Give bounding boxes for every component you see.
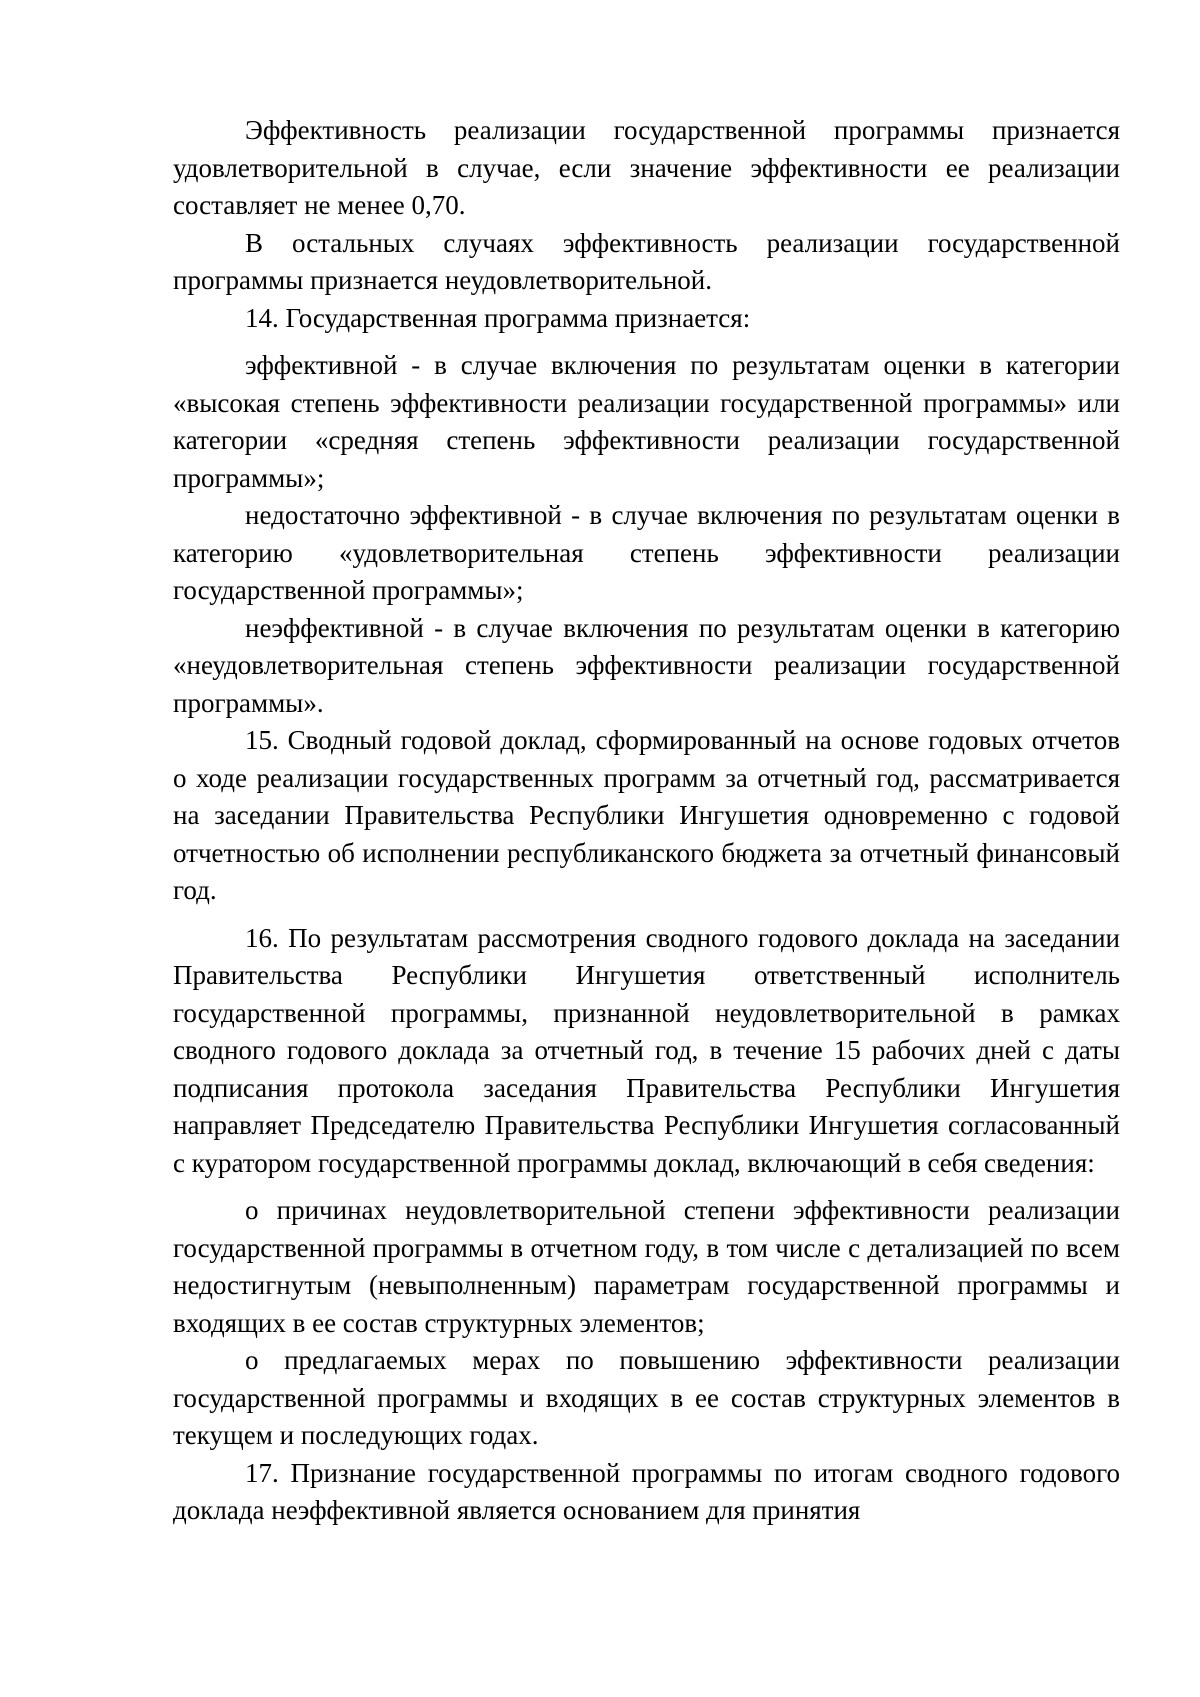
paragraph-item-16: 16. По результатам рассмотрения сводного годового доклада на заседании Правительства Республики Ингушетия ответственный исполнитель государственной программы, признанной неудовлетворительной в рамках сводного годового доклада за отчетный год, в течение 15 рабочих дней с даты подписания протокола заседания Правительства Республики Ингушетия направляет Председателю Правительства Республики Ингушетия согласованный с куратором государственной программы доклад, включающий в себя сведения: (173, 922, 1120, 1178)
paragraph-item-14: 14. Государственная программа признается: (245, 302, 751, 333)
paragraph-item-17: 17. Признание государственной программы по итогам сводного годового доклада неэффективной является основанием для принятия (173, 1457, 1120, 1525)
paragraph-reasons: о причинах неудовлетворительной степени эффективности реализации государственной программы в отчетном году, в том числе с детализацией по всем недостигнутым (невыполненным) параметрам государственной программы и входящих в ее состав структурных элементов; (173, 1195, 1120, 1338)
paragraph-insufficiently-effective: недостаточно эффективной - в случае включения по результатам оценки в категорию «удовлетворительная степень эффективности реализации государственной программы»; (173, 500, 1120, 605)
paragraph-proposed-measures: о предлагаемых мерах по повышению эффективности реализации государственной программы и входящих в ее состав структурных элементов в текущем и последующих годах. (173, 1345, 1120, 1450)
paragraph-ineffective: неэффективной - в случае включения по результатам оценки в категорию «неудовлетворительная степень эффективности реализации государственной программы». (173, 612, 1120, 718)
paragraph-item-15: 15. Сводный годовой доклад, сформированный на основе годовых отчетов о ходе реализации государственных программ за отчетный год, рассматривается на заседании Правительства Республики Ингушетия одновременно с годовой отчетностью об исполнении республиканского бюджета за отчетный финансовый год. (173, 725, 1120, 905)
paragraph-effective: эффективной - в случае включения по результатам оценки в категории «высокая степень эффективности реализации государственной программы» или категории «средняя степень эффективности реализации государственной программы»; (173, 350, 1120, 493)
document-page (173, 112, 1120, 1530)
paragraph-efficiency-unsatisfactory: В остальных случаях эффективность реализации государственной программы признается неудовлетворительной. (173, 227, 1120, 295)
paragraph-efficiency-satisfactory: Эффективность реализации государственной программы признается удовлетворительной в случае, если значение эффективности ее реализации составляет не менее 0,70. (173, 115, 1120, 220)
